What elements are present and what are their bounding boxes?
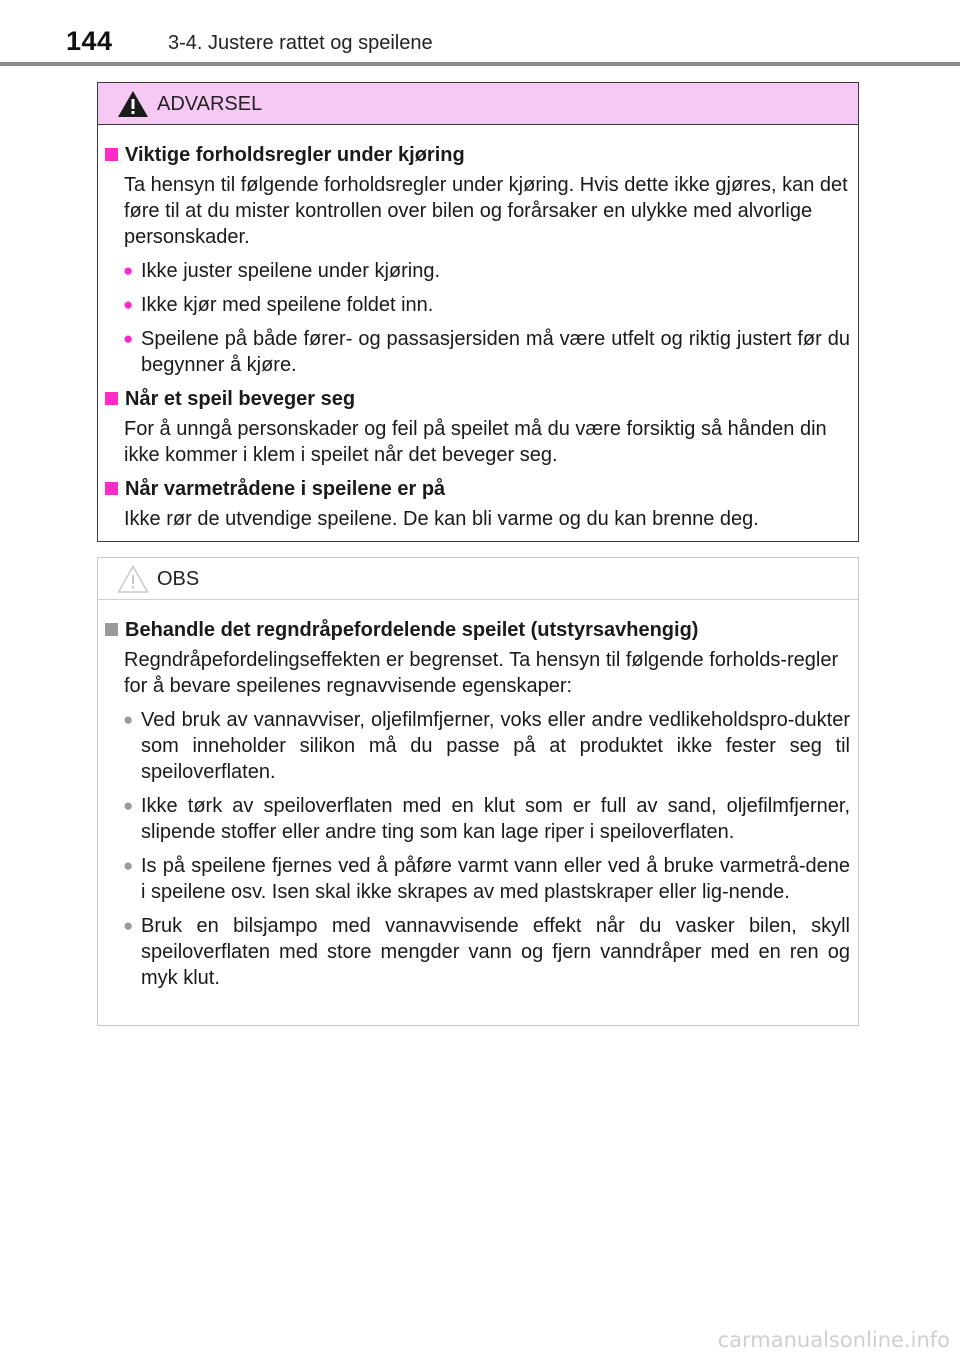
page-number: 144 — [66, 26, 113, 56]
circle-bullet-icon: ● — [123, 261, 134, 280]
heading-text: Behandle det regndråpefordelende speilet (utstyrsavhengig) — [125, 619, 699, 641]
list-item — [105, 258, 850, 284]
bullet-text: Ved bruk av vannavviser, oljefilmfjerner, voks eller andre vedlikeholdspro-dukter som inneholder silikon må du passe på at produktet ikke fester seg til speiloverflaten. — [141, 709, 850, 783]
warning-label: ADVARSEL — [157, 93, 263, 115]
list-item — [105, 326, 850, 378]
warning-box — [97, 82, 859, 542]
circle-bullet-icon: ● — [123, 295, 134, 314]
warning-item-heaters — [105, 476, 850, 532]
warning-box-header — [98, 83, 858, 125]
item-heading — [105, 617, 850, 643]
notice-body — [98, 600, 858, 991]
item-heading — [105, 386, 850, 412]
heading-text: Viktige forholdsregler under kjøring — [125, 144, 465, 166]
bullet-text: Speilene på både fører- og passasjersiden må være utfelt og riktig justert før du begynner å kjøre. — [141, 328, 850, 376]
heading-text: Når varmetrådene i speilene er på — [125, 478, 446, 500]
circle-bullet-icon: ● — [123, 856, 134, 875]
warning-body — [98, 125, 858, 532]
warning-item-driving — [105, 142, 850, 378]
list-item — [105, 913, 850, 991]
bullet-text: Ikke tørk av speiloverflaten med en klut som er full av sand, oljefilmfjerner, slipende stoffer eller andre ting som kan lage riper i speiloverflaten. — [141, 795, 850, 843]
notice-label: OBS — [157, 568, 200, 590]
circle-bullet-icon: ● — [123, 796, 134, 815]
notice-box-header — [98, 558, 858, 600]
item-heading — [105, 476, 850, 502]
heading-text: Når et speil beveger seg — [125, 388, 356, 410]
square-bullet-icon — [105, 148, 118, 161]
bullet-text: Bruk en bilsjampo med vannavvisende effekt når du vasker bilen, skyll speiloverflaten med store mengder vann og fjern vanndråper med en ren og myk klut. — [141, 915, 850, 989]
item-text: Ta hensyn til følgende forholdsregler under kjøring. Hvis dette ikke gjøres, kan det føre til at du mister kontrollen over bilen og forårsaker en ulykke med alvorlige personskader. — [124, 174, 848, 248]
list-item — [105, 707, 850, 785]
list-item — [105, 793, 850, 845]
item-heading — [105, 142, 850, 168]
page-header — [0, 0, 960, 66]
bullet-text: Ikke juster speilene under kjøring. — [141, 260, 441, 282]
header-rule — [0, 62, 960, 66]
caution-triangle-icon — [116, 564, 150, 594]
item-text: Ikke rør de utvendige speilene. De kan bli varme og du kan brenne deg. — [124, 508, 759, 530]
warning-triangle-icon — [116, 89, 150, 119]
notice-box — [97, 557, 859, 1026]
list-item — [105, 292, 850, 318]
list-item — [105, 853, 850, 905]
watermark: carmanualsonline.info — [717, 1328, 950, 1352]
warning-item-mirror-moving — [105, 386, 850, 468]
item-text: Regndråpefordelingseffekten er begrenset. Ta hensyn til følgende forholds-regler for å bevare speilenes regnavvisende egenskaper: — [124, 649, 839, 697]
section-title: 3-4. Justere rattet og speilene — [168, 32, 433, 54]
square-bullet-icon — [105, 482, 118, 495]
square-bullet-icon — [105, 392, 118, 405]
circle-bullet-icon: ● — [123, 710, 134, 729]
circle-bullet-icon: ● — [123, 329, 134, 348]
bullet-text: Ikke kjør med speilene foldet inn. — [141, 294, 434, 316]
circle-bullet-icon: ● — [123, 916, 134, 935]
item-text: For å unngå personskader og feil på speilet må du være forsiktig så hånden din ikke kommer i klem i speilet når det beveger seg. — [124, 418, 827, 466]
notice-item-rain-mirror — [105, 617, 850, 991]
square-bullet-icon — [105, 623, 118, 636]
bullet-text: Is på speilene fjernes ved å påføre varmt vann eller ved å bruke varmetrå-dene i speilene osv. Isen skal ikke skrapes av med plastskraper eller lig-nende. — [141, 855, 850, 903]
